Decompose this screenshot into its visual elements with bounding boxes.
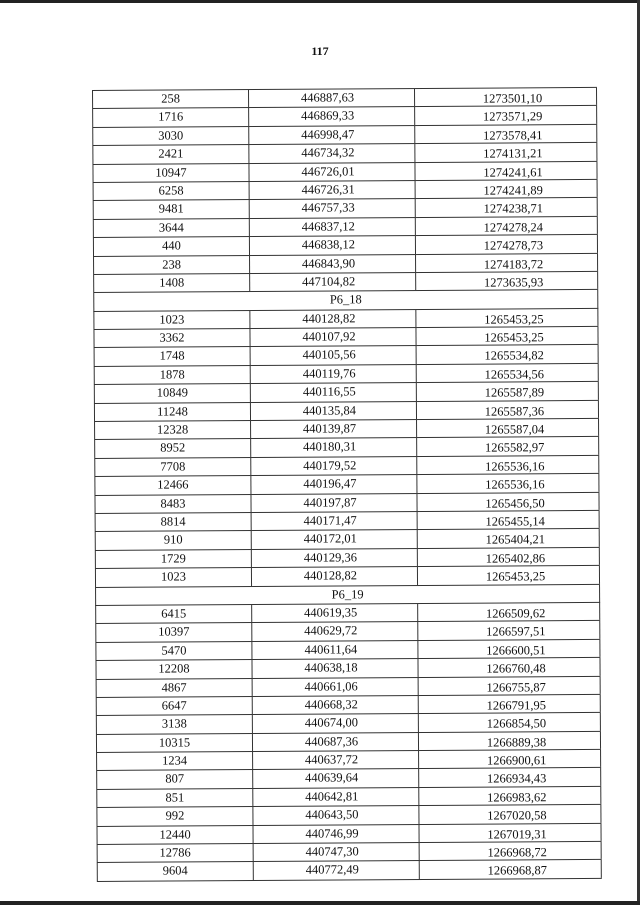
point-number-cell: 9481: [93, 200, 250, 218]
x-coordinate-cell: 440642,81: [253, 788, 419, 806]
y-coordinate-cell: 1266968,87: [420, 860, 602, 879]
scan-edge-top: [0, 0, 640, 3]
x-coordinate-cell: 440180,31: [251, 438, 417, 456]
x-coordinate-cell: 440629,72: [252, 622, 418, 640]
point-number-cell: 12208: [95, 660, 252, 678]
y-coordinate-cell: 1266791,95: [419, 695, 601, 714]
x-coordinate-cell: 440139,87: [251, 420, 417, 438]
x-coordinate-cell: 440171,47: [252, 512, 418, 530]
x-coordinate-cell: 440128,82: [250, 310, 416, 328]
point-number-cell: 910: [95, 531, 252, 549]
point-number-cell: 10315: [96, 734, 253, 752]
point-number-cell: 9604: [97, 862, 254, 880]
point-number-cell: 12466: [94, 476, 251, 494]
point-number-cell: 807: [96, 770, 253, 788]
point-number-cell: 1234: [96, 752, 253, 770]
y-coordinate-cell: 1265587,89: [417, 382, 599, 401]
point-number-cell: 2421: [92, 145, 249, 163]
x-coordinate-cell: 446869,33: [249, 107, 415, 125]
y-coordinate-cell: 1265536,16: [417, 456, 599, 475]
x-coordinate-cell: 446838,12: [250, 236, 416, 254]
y-coordinate-cell: 1274183,72: [416, 253, 598, 272]
y-coordinate-cell: 1266509,62: [418, 603, 600, 622]
y-coordinate-cell: 1273635,93: [416, 272, 598, 291]
x-coordinate-cell: 440638,18: [252, 659, 418, 677]
y-coordinate-cell: 1265587,04: [417, 419, 599, 438]
y-coordinate-cell: 1265455,14: [418, 511, 600, 530]
y-coordinate-cell: 1265534,56: [417, 364, 599, 383]
x-coordinate-cell: 446726,31: [250, 181, 416, 199]
point-number-cell: 1748: [94, 348, 251, 366]
point-number-cell: 6415: [95, 605, 252, 623]
x-coordinate-cell: 440639,64: [253, 769, 419, 787]
y-coordinate-cell: 1273578,41: [415, 125, 597, 144]
x-coordinate-cell: 440746,99: [253, 825, 419, 843]
x-coordinate-cell: 440105,56: [251, 346, 417, 364]
x-coordinate-cell: 440107,92: [250, 328, 416, 346]
section-label: Р6_18: [329, 292, 362, 307]
y-coordinate-cell: 1274241,61: [415, 161, 597, 180]
y-coordinate-cell: 1266900,61: [419, 750, 601, 769]
point-number-cell: 3644: [93, 219, 250, 237]
point-number-cell: 8952: [94, 439, 251, 457]
x-coordinate-cell: 446726,01: [249, 163, 415, 181]
x-coordinate-cell: 440668,32: [253, 696, 419, 714]
y-coordinate-cell: 1266889,38: [419, 732, 601, 751]
x-coordinate-cell: 440661,06: [253, 678, 419, 696]
y-coordinate-cell: 1274278,24: [416, 217, 598, 236]
x-coordinate-cell: 440687,36: [253, 733, 419, 751]
section-label: Р6_19: [331, 586, 364, 602]
point-number-cell: 3362: [93, 329, 250, 347]
y-coordinate-cell: 1265536,16: [417, 474, 599, 493]
x-coordinate-cell: 447104,82: [250, 273, 416, 291]
point-number-cell: 5470: [95, 642, 252, 660]
y-coordinate-cell: 1273571,29: [415, 106, 597, 125]
y-coordinate-cell: 1274278,73: [416, 235, 598, 254]
point-number-cell: 1023: [95, 568, 252, 586]
point-number-cell: 1878: [94, 366, 251, 384]
y-coordinate-cell: 1265582,97: [417, 437, 599, 456]
point-number-cell: 238: [93, 256, 250, 274]
x-coordinate-cell: 446837,12: [250, 218, 416, 236]
x-coordinate-cell: 440674,00: [253, 714, 419, 732]
point-number-cell: 258: [92, 90, 249, 108]
point-number-cell: 6258: [93, 182, 250, 200]
y-coordinate-cell: 1274238,71: [416, 198, 598, 217]
point-number-cell: 3138: [96, 715, 253, 733]
y-coordinate-cell: 1265453,25: [416, 309, 598, 328]
y-coordinate-cell: 1265453,25: [418, 566, 600, 585]
point-number-cell: 3030: [92, 127, 249, 145]
x-coordinate-cell: 440643,50: [253, 806, 419, 824]
y-coordinate-cell: 1274241,89: [416, 180, 598, 199]
x-coordinate-cell: 440747,30: [254, 843, 420, 861]
point-number-cell: 10849: [94, 384, 251, 402]
x-coordinate-cell: 440196,47: [251, 475, 417, 493]
y-coordinate-cell: 1265587,36: [417, 401, 599, 420]
x-coordinate-cell: 446998,47: [249, 126, 415, 144]
x-coordinate-cell: 446843,90: [250, 255, 416, 273]
point-number-cell: 8814: [95, 513, 252, 531]
x-coordinate-cell: 446757,33: [250, 199, 416, 217]
x-coordinate-cell: 440128,82: [252, 567, 418, 585]
x-coordinate-cell: 440637,72: [253, 751, 419, 769]
x-coordinate-cell: 440179,52: [251, 457, 417, 475]
y-coordinate-cell: 1266934,43: [419, 768, 601, 787]
point-number-cell: 440: [93, 237, 250, 255]
point-number-cell: 7708: [94, 458, 251, 476]
y-coordinate-cell: 1266597,51: [418, 621, 600, 640]
y-coordinate-cell: 1266755,87: [419, 676, 601, 695]
x-coordinate-cell: 440135,84: [251, 402, 417, 420]
y-coordinate-cell: 1266854,50: [419, 713, 601, 732]
coordinates-table: [92, 87, 602, 882]
x-coordinate-cell: 440619,35: [252, 604, 418, 622]
x-coordinate-cell: 440119,76: [251, 365, 417, 383]
point-number-cell: 1729: [95, 550, 252, 568]
x-coordinate-cell: 440611,64: [252, 641, 418, 659]
y-coordinate-cell: 1266760,48: [418, 658, 600, 677]
scan-edge-bottom: [0, 901, 640, 905]
point-number-cell: 12328: [94, 421, 251, 439]
point-number-cell: 4867: [96, 679, 253, 697]
y-coordinate-cell: 1274131,21: [415, 143, 597, 162]
x-coordinate-cell: 440197,87: [251, 494, 417, 512]
y-coordinate-cell: 1273501,10: [415, 88, 597, 107]
x-coordinate-cell: 440116,55: [251, 383, 417, 401]
point-number-cell: 11248: [94, 403, 251, 421]
x-coordinate-cell: 440772,49: [254, 861, 420, 879]
page-number: 117: [311, 44, 329, 58]
y-coordinate-cell: 1266600,51: [418, 640, 600, 659]
y-coordinate-cell: 1266968,72: [420, 842, 602, 861]
point-number-cell: 12786: [97, 844, 254, 862]
y-coordinate-cell: 1265534,82: [417, 345, 599, 364]
point-number-cell: 1716: [92, 108, 249, 126]
point-number-cell: 12440: [96, 826, 253, 844]
y-coordinate-cell: 1265402,86: [418, 548, 600, 567]
point-number-cell: 1408: [93, 274, 250, 292]
y-coordinate-cell: 1265404,21: [418, 529, 600, 548]
y-coordinate-cell: 1265456,50: [417, 493, 599, 512]
x-coordinate-cell: 446887,63: [249, 89, 415, 107]
point-number-cell: 10397: [95, 623, 252, 641]
point-number-cell: 992: [96, 807, 253, 825]
x-coordinate-cell: 440129,36: [252, 549, 418, 567]
point-number-cell: 8483: [94, 495, 251, 513]
x-coordinate-cell: 440172,01: [252, 530, 418, 548]
table-row: [97, 860, 602, 881]
point-number-cell: 10947: [92, 164, 249, 182]
y-coordinate-cell: 1267020,58: [419, 805, 601, 824]
x-coordinate-cell: 446734,32: [249, 144, 415, 162]
y-coordinate-cell: 1266983,62: [419, 787, 601, 806]
y-coordinate-cell: 1267019,31: [419, 824, 601, 843]
y-coordinate-cell: 1265453,25: [416, 327, 598, 346]
point-number-cell: 6647: [96, 697, 253, 715]
point-number-cell: 851: [96, 789, 253, 807]
point-number-cell: 1023: [93, 311, 250, 329]
